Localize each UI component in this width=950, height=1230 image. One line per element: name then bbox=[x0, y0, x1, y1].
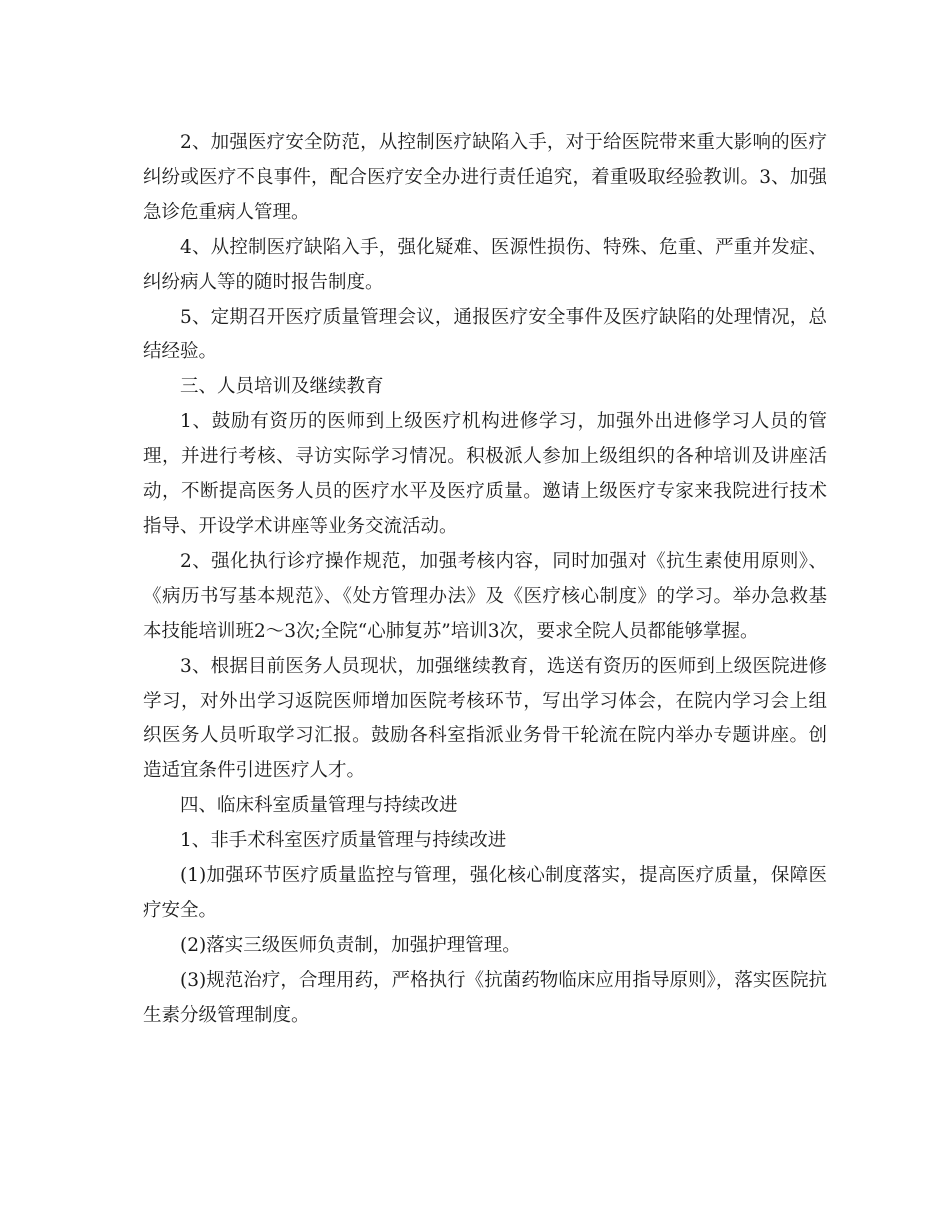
paragraph-quality-meeting: 5、定期召开医疗质量管理会议，通报医疗安全事件及医疗缺陷的处理情况，总结经验。 bbox=[143, 306, 827, 363]
paragraph-further-study: 1、鼓励有资历的医师到上级医疗机构进修学习，加强外出进修学习人员的管理，并进行考核、寻访实际学习情况。积极派人参加上级组织的各种培训及讲座活动，不断提高医务人员的医疗水平及医疗质量。邀请上级医疗专家来我院进行技术指导、开设学术讲座等业务交流活动。 bbox=[143, 411, 827, 537]
list-item-quality-monitoring: (1)加强环节医疗质量监控与管理，强化核心制度落实，提高医疗质量，保障医疗安全。 bbox=[143, 865, 827, 921]
subsection-heading-non-surgical: 1、非手术科室医疗质量管理与持续改进 bbox=[180, 830, 507, 852]
paragraph-reporting-system: 4、从控制医疗缺陷入手，强化疑难、医源性损伤、特殊、危重、严重并发症、纠纷病人等的随时报告制度。 bbox=[143, 236, 827, 293]
paragraph-continuing-education: 3、根据目前医务人员现状，加强继续教育，选送有资历的医师到上级医院进修学习，对外出学习返院医师增加医院考核环节，写出学习体会，在院内学习会上组织医务人员听取学习汇报。鼓励各科室指派业务骨干轮流在院内举办专题讲座。创造适宜条件引进医疗人才。 bbox=[143, 655, 827, 782]
section-heading-clinical-quality: 四、临床科室质量管理与持续改进 bbox=[180, 795, 458, 817]
document-body bbox=[143, 126, 827, 1034]
paragraph-patient-safety: 2、加强医疗安全防范，从控制医疗缺陷入手，对于给医院带来重大影响的医疗纠纷或医疗不良事件，配合医疗安全办进行责任追究，着重吸取经验教训。3、加强急诊危重病人管理。 bbox=[143, 132, 827, 223]
section-heading-training: 三、人员培训及继续教育 bbox=[180, 376, 384, 398]
paragraph-clinical-standards: 2、强化执行诊疗操作规范，加强考核内容，同时加强对《抗生素使用原则》、《病历书写基本规范》、《处方管理办法》及《医疗核心制度》的学习。举办急救基本技能培训班2～3次;全院“心肺复苏”培训3次，要求全院人员都能够掌握。 bbox=[143, 550, 827, 642]
list-item-physician-responsibility: (2)落实三级医师负责制，加强护理管理。 bbox=[180, 934, 521, 956]
list-item-rational-medication: (3)规范治疗，合理用药，严格执行《抗菌药物临床应用指导原则》，落实医院抗生素分级管理制度。 bbox=[143, 969, 827, 1026]
